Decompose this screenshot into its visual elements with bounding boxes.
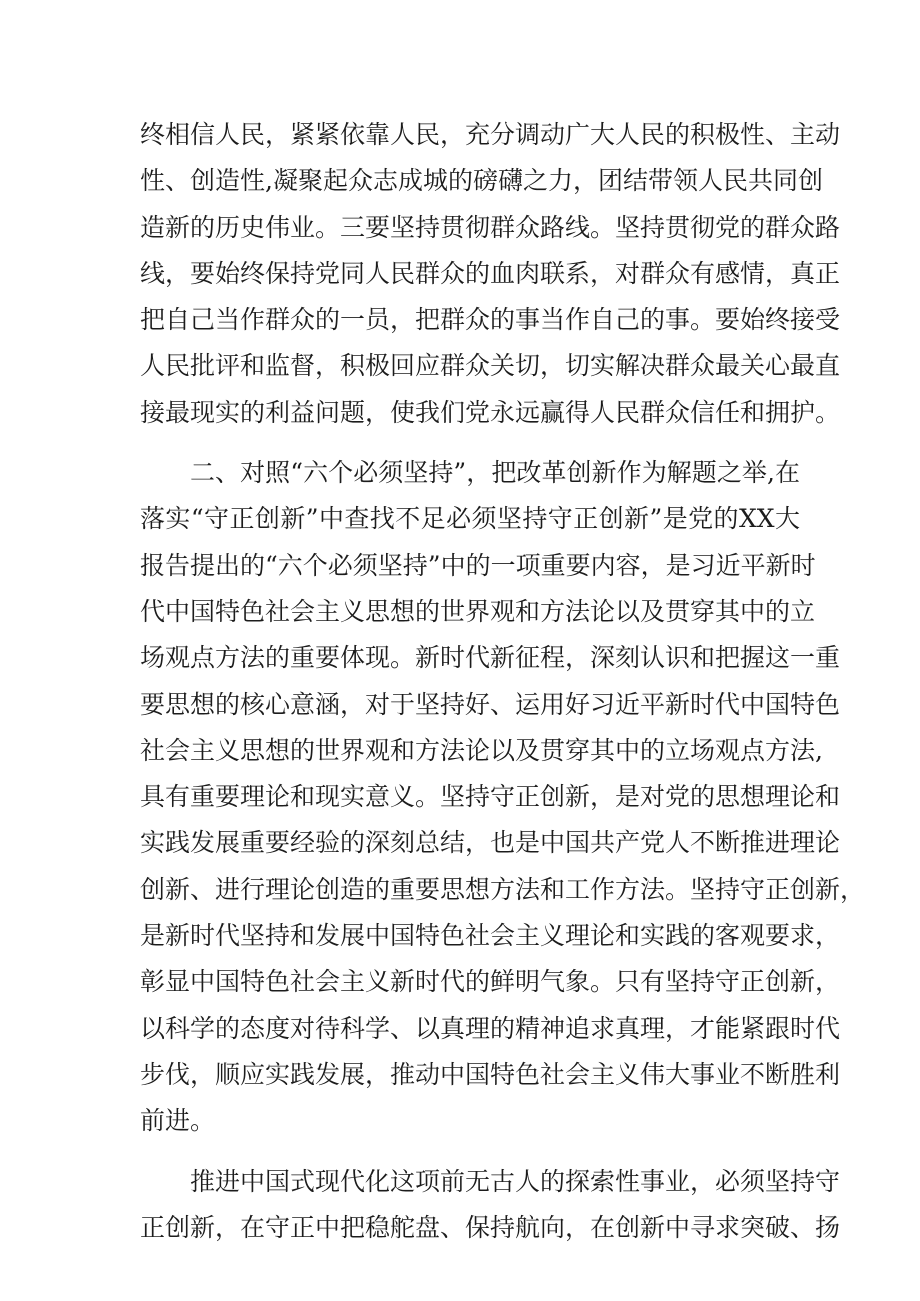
text-line: 彰显中国特色社会主义新时代的鲜明气象。只有坚持守正创新， <box>140 967 841 997</box>
text-line: 创新、进行理论创造的重要思想方法和工作方法。坚持守正创新， <box>140 874 866 904</box>
text-line: 前进。 <box>140 1106 216 1136</box>
text-line: 性、创造性,凝聚起众志成城的磅礴之力，团结带领人民共同创 <box>140 166 823 196</box>
text-line: 线，要始终保持党同人民群众的血肉联系，对群众有感情，真正 <box>140 258 841 288</box>
text-line: 场观点方法的重要体现。新时代新征程，深刻认识和把握这一重 <box>140 643 841 673</box>
paragraph-2 <box>140 450 866 1144</box>
text-line: 要思想的核心意涵，对于坚持好、运用好习近平新时代中国特色 <box>140 689 841 719</box>
text-line: 具有重要理论和现实意义。坚持守正创新，是对党的思想理论和 <box>140 782 841 812</box>
paragraph-3 <box>140 1159 841 1252</box>
text-line: 二、对照“六个必须坚持”，把改革创新作为解题之举,在 <box>190 458 800 488</box>
text-line: 把自己当作群众的一员，把群众的事当作自己的事。要始终接受 <box>140 305 841 335</box>
text-line: 终相信人民，紧紧依靠人民，充分调动广大人民的积极性、主动 <box>140 120 841 149</box>
paragraph-spacer <box>140 436 800 450</box>
text-line: 以科学的态度对待科学、以真理的精神追求真理，才能紧跟时代 <box>140 1013 841 1043</box>
text-line: 是新时代坚持和发展中国特色社会主义理论和实践的客观要求， <box>140 921 841 951</box>
text-line: 接最现实的利益问题，使我们党永远赢得人民群众信任和拥护。 <box>140 397 841 427</box>
paragraph-spacer <box>140 1145 800 1159</box>
document-body <box>140 112 866 1251</box>
text-line: 代中国特色社会主义思想的世界观和方法论以及贯穿其中的立 <box>140 596 816 626</box>
text-line: 实践发展重要经验的深刻总结，也是中国共产党人不断推进理论 <box>140 828 841 858</box>
text-line: 造新的历史伟业。三要坚持贯彻群众路线。坚持贯彻党的群众路 <box>140 212 841 242</box>
text-line: 人民批评和监督，积极回应群众关切，切实解决群众最关心最直 <box>140 351 841 381</box>
text-line: 步伐，顺应实践发展，推动中国特色社会主义伟大事业不断胜利 <box>140 1059 841 1089</box>
text-line: 报告提出的“六个必须坚持”中的一项重要内容，是习近平新时 <box>140 550 816 580</box>
text-line: 正创新，在守正中把稳舵盘、保持航向，在创新中寻求突破、扬 <box>140 1212 841 1242</box>
text-line: 推进中国式现代化这项前无古人的探索性事业，必须坚持守 <box>190 1166 841 1196</box>
text-line: 落实“守正创新”中查找不足必须坚持守正创新”是党的XX大 <box>140 504 800 534</box>
text-line: 社会主义思想的世界观和方法论以及贯穿其中的立场观点方法, <box>140 735 823 765</box>
paragraph-1 <box>140 112 841 436</box>
